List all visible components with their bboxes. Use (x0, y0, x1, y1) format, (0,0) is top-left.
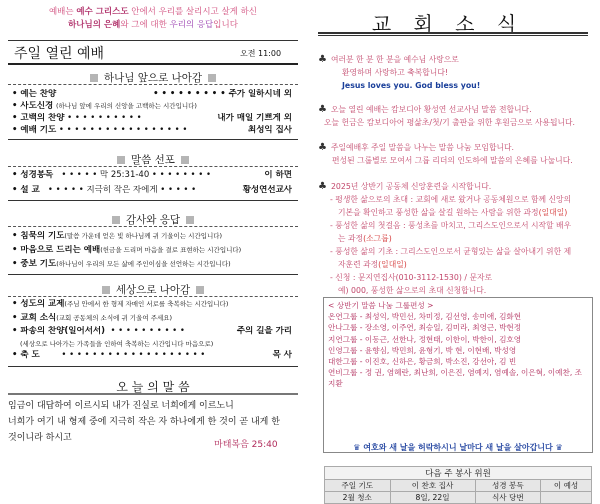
motto-christ: 예수 그리스도 (76, 7, 129, 17)
order-item: • 파송의 찬양(일어서서) • • • • • • • • • • 주의 길을 가리 (12, 326, 292, 336)
service-title: 주일 열린 예배 (14, 46, 105, 62)
news-item-speaker: ♣ 오늘 열린 예배는 캄보디아 황성연 선교사님 말씀 전합니다. 오늘 헌금은 캄보디아어 평삶초/첫/기 출판을 위한 후원금으로 사용됩니다. (318, 104, 576, 127)
group-line: 대한그룹 - 이진호, 신하은, 황금희, 박소진, 강선아, 김 빈 (328, 357, 517, 367)
order-item: • 중보 기도(하나님이 우리의 모든 삶에 주인이심을 선언하는 시간입니다) (12, 259, 231, 269)
table-row: 주일 기도 이 찬호 집사 성경 봉독 이 예성 (325, 480, 592, 492)
order-item: • 고백의 찬양 • • • • • • • • • • 내가 매일 기쁘게 외 (12, 113, 292, 123)
order-item: • 예는 찬양 • • • • • • • • • 주가 일하시네 외 (12, 89, 292, 99)
order-item: (세상으로 나아가는 가족들을 인하여 축복하는 시간입니다 마음으로) (20, 340, 214, 348)
group-line: 지연그룹 - 이동근, 선한나, 정현태, 이한이, 박한이, 김호영 (328, 334, 522, 344)
section-world (8, 282, 298, 297)
church-icon: ♣ (318, 142, 327, 153)
divider (8, 274, 298, 275)
order-item: • 성경봉독 • • • • • 막 25:31-40 • • • • • • • • 이 하면 (12, 170, 292, 180)
square-icon (102, 286, 110, 294)
section-world-title: 세상으로 나아감 (115, 284, 191, 296)
table-row: 2월 청소 8일, 22일 식사 당번 (325, 492, 592, 504)
square-icon (181, 156, 189, 164)
motto-response: 우리의 응답 (169, 20, 214, 30)
section-thanks (8, 212, 298, 227)
motto-text-2: 와 그에 대한 (120, 20, 167, 30)
church-icon: ♣ (318, 54, 327, 65)
today-word-title: 오 늘 의 말 씀 (116, 380, 190, 394)
section-word (8, 152, 298, 167)
church-icon: ♣ (318, 104, 327, 115)
group-line: 연비그룹 - 정 권, 염혜란, 최난희, 이은진, 염예지, 염예솔, 이은혁, 이예찬, 조지환 (328, 368, 582, 389)
motto-text-1: 안에서 우리를 살리시고 살게 하신 (131, 7, 258, 17)
news-title: 교 회 소 식 (371, 12, 525, 36)
news-item-welcome: ♣ 여러분 한 분 한 분을 예수님 사랑으로 환영하며 사랑하고 축복합니다! Jesus loves you. God bless you! (318, 54, 481, 90)
sharing-groups-box (323, 297, 593, 453)
divider (318, 32, 588, 34)
order-item: • 사도신경 (하나님 앞에 우리의 신앙을 고백하는 시간입니다) (12, 101, 197, 111)
section-approach (8, 70, 298, 85)
square-icon (208, 74, 216, 82)
table-title: 다음 주 봉사 위원 (325, 467, 592, 480)
order-item: • 예배 기도 • • • • • • • • • • • • • • • • • 최성익 집사 (12, 125, 292, 135)
divider (8, 366, 298, 367)
news-item-training: ♣ 2025년 상반기 공동체 신앙훈련을 시작합니다. - 평생한 삶으로의 초대 : 교회에 새로 왔거나 공동체원으로 함께 신앙의 기본을 확인하고 풍성한 삶을 살길 원하는 사람을 위한 과정(일대일) - 풍성한 삶의 첫걸음 : 풍성초를 마치고, 그리스도인으로서 시작할 배우 는 과정(소그룹) - 풍성한 삶의 기초 : 그리스도인으로서 균형있는 삶을 살아내기 위한 제 자훈련 과정(일대일) - 신청 : 문지연집사(010-3112-1530) / 문자로 예) 000, 풍성한 삶으로의 초대 신청합니다. (318, 181, 572, 295)
divider (8, 296, 298, 297)
order-item: • 마음으로 드리는 예배(헌금을 드리며 마음을 결로 표현하는 시간입니다) (12, 245, 242, 255)
order-item: • 침묵의 기도(말씀 가운데 얻은 빛 하나님께 귀 기울이는 시간입니다) (12, 231, 223, 241)
news-item-sharing: ♣ 주일예배후 주일 말씀을 나누는 말씀 나눔 모임합니다. 편성된 그룹별로 모여서 그룹 리더의 인도하에 말씀의 은혜를 나눕니다. (318, 142, 573, 165)
order-item: • 교회 소식(교회 공동체의 소식에 귀 기울여 주세요) (12, 313, 173, 323)
square-icon (117, 156, 125, 164)
square-icon (196, 286, 204, 294)
section-word-title: 말씀 선포 (131, 154, 175, 166)
groups-title: < 상반기 말씀 나눔 그룹편성 > (328, 301, 434, 310)
motto-worship: 예배는 (48, 7, 74, 17)
divider (8, 139, 298, 140)
today-word-text: 임금이 대답하여 이르시되 내가 진실로 너희에게 이르노니 너희가 여기 내 형제 중에 지극히 작은 자 하나에게 한 것이 곧 내게 한 것이니라 하시고 (8, 401, 280, 443)
blessing-banner: ♛ 여호와 새 날을 허락하시니 날마다 새 날을 살아갑니다 ♛ (353, 443, 563, 452)
order-item: • 성도의 교제(주님 안에서 한 형제 자매인 서로를 축복하는 시간입니다) (12, 299, 229, 309)
motto-grace: 하나님의 은혜 (68, 20, 121, 30)
divider (8, 166, 298, 167)
divider (318, 35, 588, 36)
divider (8, 200, 298, 201)
square-icon (186, 216, 194, 224)
divider (8, 393, 298, 395)
today-word-reference: 마태복음 25:40 (214, 440, 278, 450)
service-volunteer-table (324, 466, 592, 504)
square-icon (112, 216, 120, 224)
group-line: 안나그룹 - 장소영, 이주연, 최승일, 김미라, 최영근, 박현정 (328, 323, 522, 333)
group-line: 인영그룹 - 윤향심, 박민희, 윤형기, 박 현, 이현배, 박성영 (328, 345, 517, 355)
motto-text-3: 입니다 (213, 20, 238, 30)
order-item: • 축 도 • • • • • • • • • • • • • • • • • • • 목 사 (12, 350, 292, 360)
group-line: 온연그룹 - 최성익, 박민선, 차미정, 김선영, 송미애, 김화현 (328, 312, 522, 322)
divider (8, 226, 298, 227)
section-thanks-title: 감사와 응답 (125, 214, 181, 226)
church-icon: ♣ (318, 181, 327, 192)
service-time: 오전 11:00 (240, 49, 282, 58)
section-approach-title: 하나님 앞으로 나아감 (104, 72, 202, 84)
square-icon (90, 74, 98, 82)
divider (8, 84, 298, 85)
order-item: • 설 교 • • • • • 지극히 작은 자에게 • • • • • 황성연선교사 (12, 185, 292, 195)
